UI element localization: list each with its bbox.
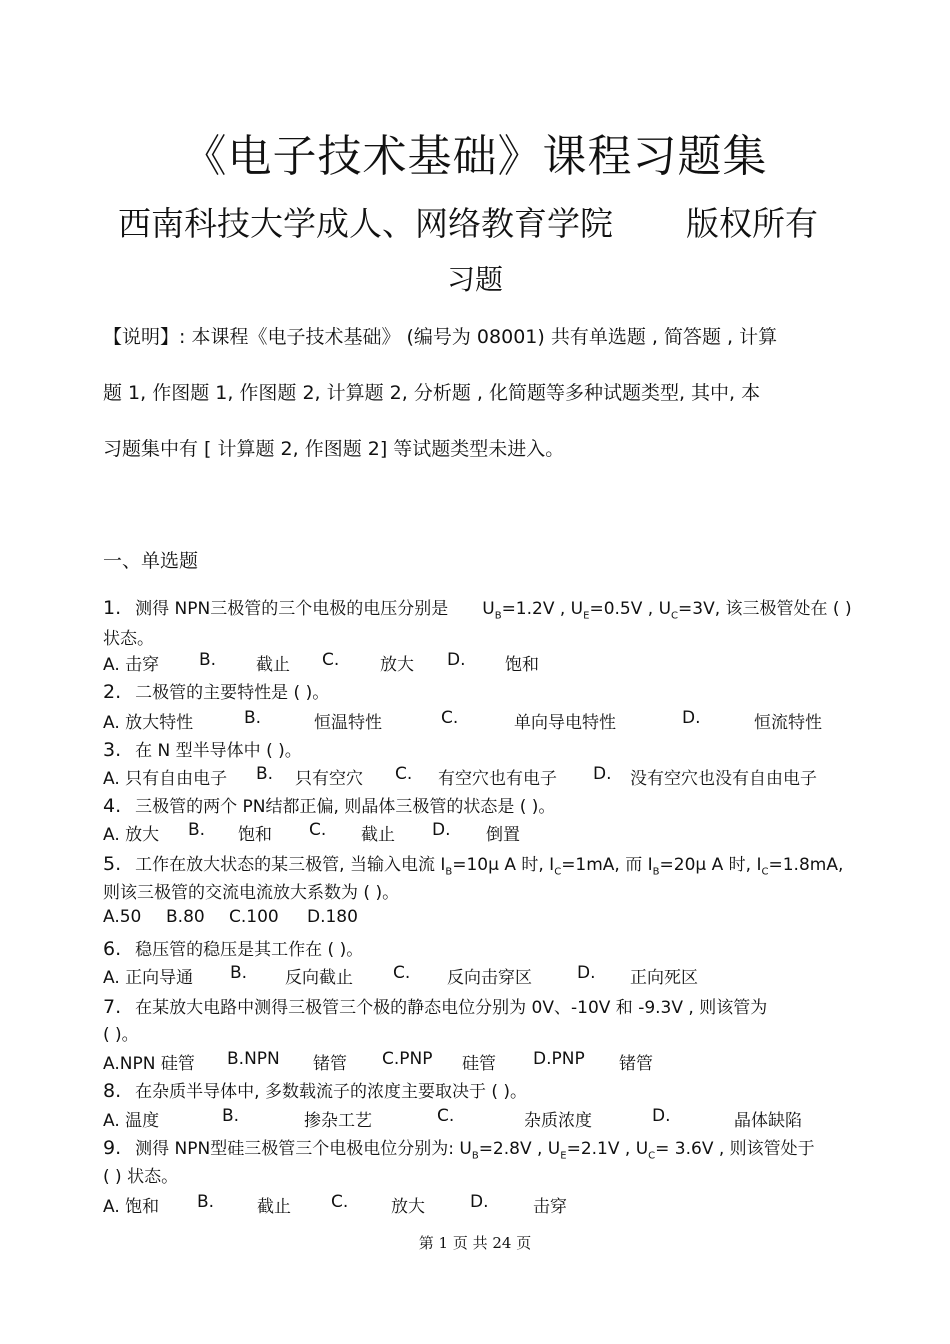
option-b-letter: B. (256, 764, 274, 784)
note-line-3: 习题集中有 [ 计算题 2, 作图题 2] 等试题类型未进入。 (103, 438, 565, 460)
note-line-1: 【说明】: 本课程《电子技术基础》 (编号为 08001) 共有单选题 , 简答题 , 计算 (103, 326, 778, 348)
option-b-text: 反向截止 (285, 968, 353, 988)
option-c-letter: C. (331, 1192, 349, 1212)
option-a: A.NPN 硅管 (103, 1054, 195, 1074)
question-9-stem-cont: ( ) 状态。 (103, 1167, 179, 1187)
option-c-text: 截止 (361, 825, 395, 845)
option-c-text: 单向导电特性 (514, 713, 616, 733)
option-c-text: 放大 (391, 1197, 425, 1217)
option-b-letter: B. (222, 1106, 240, 1126)
question-1-stem-cont: 状态。 (103, 629, 154, 649)
page-title: 《电子技术基础》课程习题集 (182, 131, 768, 182)
page-footer: 第 1 页 共 24 页 (418, 1234, 532, 1252)
question-4-stem: 4. 三极管的两个 PN结都正偏, 则晶体三极管的状态是 ( )。 (103, 795, 556, 817)
question-6-stem: 6. 稳压管的稳压是其工作在 ( )。 (103, 938, 364, 960)
option-b-text: 截止 (257, 1197, 291, 1217)
option-d-text: 恒流特性 (754, 713, 822, 733)
institution-title: 西南科技大学成人、网络教育学院 (118, 204, 613, 243)
option-a: A. 放大 (103, 825, 160, 845)
question-7-stem-cont: ( )。 (103, 1025, 139, 1045)
option-b-text: 恒温特性 (314, 713, 382, 733)
option-c-text: 硅管 (462, 1054, 496, 1074)
option-c-text: 放大 (380, 655, 414, 675)
option-b-text: 掺杂工艺 (304, 1111, 372, 1131)
option-d-text: 击穿 (533, 1197, 567, 1217)
option-b-text: 饱和 (238, 825, 272, 845)
option-d-letter: D. (593, 764, 612, 784)
option-b-text: 只有空穴 (295, 769, 363, 789)
option-d-text: 没有空穴也没有自由电子 (630, 769, 817, 789)
note-line-2: 题 1, 作图题 1, 作图题 2, 计算题 2, 分析题 , 化简题等多种试题类型, 其中, 本 (103, 382, 761, 404)
question-9-stem: 9. 测得 NPN型硅三极管三个电极电位分别为: $U_B=2.8V$ , $U_E=2.1V$ , $U_C= 3.6V$ , 则该管处于 (103, 1137, 815, 1162)
option-c-text: 反向击穿区 (447, 968, 532, 988)
option-c-letter: C. (309, 820, 327, 840)
option-d-letter: D. (470, 1192, 489, 1212)
option-b-letter: B. (197, 1192, 215, 1212)
question-8-stem: 8. 在杂质半导体中, 多数载流子的浓度主要取决于 ( )。 (103, 1080, 528, 1102)
question-7-stem: 7. 在某放大电路中测得三极管三个极的静态电位分别为 0V、-10V 和 -9.3V , 则该管为 (103, 996, 768, 1018)
option-b-text: 锗管 (313, 1054, 347, 1074)
option-d-text: 正向死区 (630, 968, 698, 988)
option-a: A. 只有自由电子 (103, 769, 228, 789)
option-c-letter: C.PNP (382, 1049, 433, 1069)
option-a: A. 击穿 (103, 655, 160, 675)
option-a: A. 放大特性 (103, 713, 194, 733)
option-b-letter: B. (230, 963, 248, 983)
section-title-single-choice: 一、单选题 (103, 550, 199, 572)
option-a: A.50 (103, 907, 142, 927)
question-3-stem: 3. 在 N 型半导体中 ( )。 (103, 739, 302, 761)
option-d-letter: D.PNP (533, 1049, 585, 1069)
question-5-stem: 5. 工作在放大状态的某三极管, 当输入电流 $I_B=10\mu$ A 时, $I_C=1mA$, 而 $I_B=20\mu$ A 时, $I_C=1.8mA$, (103, 853, 844, 878)
option-a: A. 饱和 (103, 1197, 160, 1217)
option-d-letter: D. (447, 650, 466, 670)
section-heading-exercises: 习题 (446, 263, 503, 296)
option-d-text: 饱和 (505, 655, 539, 675)
option-c-letter: C. (393, 963, 411, 983)
option-c-text: 有空穴也有电子 (438, 769, 557, 789)
option-b-letter: B. (244, 708, 262, 728)
option-c-letter: C. (322, 650, 340, 670)
option-d-letter: D. (577, 963, 596, 983)
option-d-letter: D. (432, 820, 451, 840)
option-b: B.80 (166, 907, 205, 927)
option-a: A. 正向导通 (103, 968, 194, 988)
option-b-letter: B. (188, 820, 206, 840)
option-c: C.100 (229, 907, 279, 927)
option-b-letter: B. (199, 650, 217, 670)
question-1-stem: 1. 测得 NPN三极管的三个电极的电压分别是 $U_B=1.2V$ , $U_E=0.5V$ , $U_C=3V$, 该三极管处在 ( ) (103, 597, 852, 622)
copyright-text: 版权所有 (686, 204, 818, 243)
option-c-letter: C. (395, 764, 413, 784)
option-d-text: 锗管 (619, 1054, 653, 1074)
question-2-stem: 2. 二极管的主要特性是 ( )。 (103, 681, 330, 703)
option-b-letter: B.NPN (227, 1049, 280, 1069)
option-d-text: 晶体缺陷 (734, 1111, 802, 1131)
question-5-stem-cont: 则该三极管的交流电流放大系数为 ( )。 (103, 883, 400, 903)
option-d-letter: D. (652, 1106, 671, 1126)
option-d-text: 倒置 (486, 825, 520, 845)
option-d: D.180 (307, 907, 358, 927)
option-d-letter: D. (682, 708, 701, 728)
option-c-letter: C. (437, 1106, 455, 1126)
option-c-text: 杂质浓度 (524, 1111, 592, 1131)
option-a: A. 温度 (103, 1111, 160, 1131)
option-b-text: 截止 (256, 655, 290, 675)
option-c-letter: C. (441, 708, 459, 728)
